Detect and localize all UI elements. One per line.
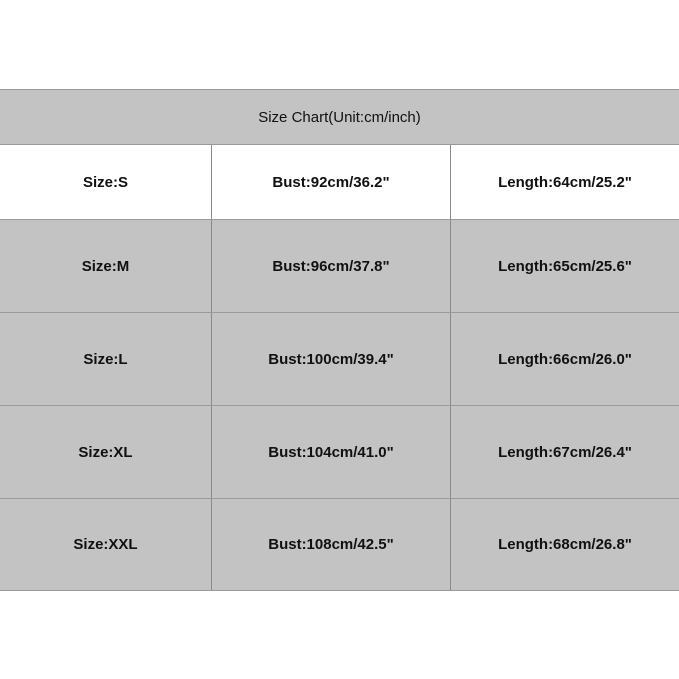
bust-cell: Bust:108cm/42.5" (212, 499, 451, 590)
bust-cell: Bust:92cm/36.2" (212, 145, 451, 219)
size-cell: Size:S (0, 145, 212, 219)
size-cell: Size:XXL (0, 499, 212, 590)
size-chart-title: Size Chart(Unit:cm/inch) (0, 89, 679, 145)
bust-cell: Bust:104cm/41.0" (212, 406, 451, 498)
bust-cell: Bust:100cm/39.4" (212, 313, 451, 405)
table-row-xxl (0, 499, 679, 591)
length-cell: Length:65cm/25.6" (498, 257, 632, 275)
size-chart-table (0, 89, 679, 591)
table-row-xl (0, 406, 679, 499)
size-cell: Size:L (0, 313, 212, 405)
table-row-l (0, 313, 679, 406)
length-cell: Length:64cm/25.2" (498, 173, 632, 191)
size-cell: Size:XL (0, 406, 212, 498)
length-cell: Length:66cm/26.0" (498, 350, 632, 368)
table-row-s (0, 145, 679, 220)
size-cell: Size:M (0, 220, 212, 312)
bust-cell: Bust:96cm/37.8" (212, 220, 451, 312)
length-cell: Length:68cm/26.8" (498, 536, 632, 553)
table-row-m (0, 220, 679, 313)
length-cell: Length:67cm/26.4" (498, 443, 632, 461)
